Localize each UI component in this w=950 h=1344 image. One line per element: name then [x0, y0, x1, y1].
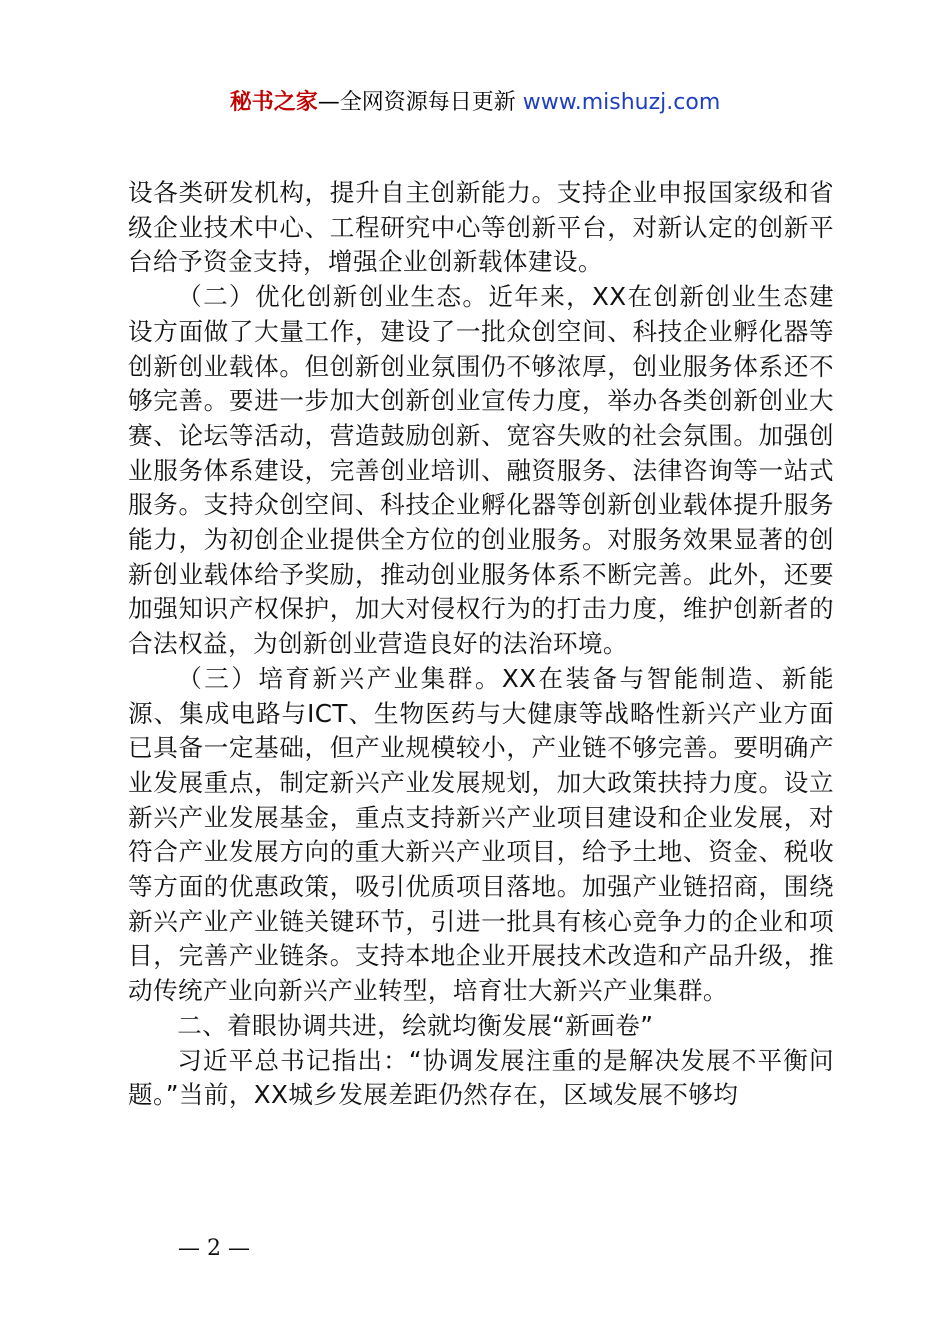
paragraph-quote: 习近平总书记指出：“协调发展注重的是解决发展不平衡问题。”当前，XX城乡发展差距仍然存在，区域发展不够均: [128, 1045, 834, 1110]
section-heading: 二、着眼协调共进，绘就均衡发展“新画卷”: [177, 1010, 654, 1040]
paragraph-section-2: （二）优化创新创业生态。近年来，XX在创新创业生态建设方面做了大量工作，建设了一批众创空间、科技企业孵化器等创新创业载体。但创新创业氛围仍不够浓厚，创业服务体系还不够完善。要进一步加大创新创业宣传力度，举办各类创新创业大赛、论坛等活动，营造鼓励创新、宽容失败的社会氛围。加强创业服务体系建设，完善创业培训、融资服务、法律咨询等一站式服务。支持众创空间、科技企业孵化器等创新创业载体提升服务能力，为初创企业提供全方位的创业服务。对服务效果显著的创新创业载体给予奖励，推动创业服务体系不断完善。此外，还要加强知识产权保护，加大对侵权行为的打击力度，维护创新者的合法权益，为创新创业营造良好的法治环境。: [128, 282, 834, 659]
site-url-link[interactable]: www.mishuzj.com: [522, 90, 721, 115]
paragraph-section-3: （三）培育新兴产业集群。XX在装备与智能制造、新能源、集成电路与ICT、生物医药与大健康等战略性新兴产业方面已具备一定基础，但产业规模较小，产业链不够完善。要明确产业发展重点，制定新兴产业发展规划，加大政策扶持力度。设立新兴产业发展基金，重点支持新兴产业项目建设和企业发展，对符合产业发展方向的重大新兴产业项目，给予土地、资金、税收等方面的优惠政策，吸引优质项目落地。加强产业链招商，围绕新兴产业产业链关键环节，引进一批具有核心竞争力的企业和项目，完善产业链条。支持本地企业开展技术改造和产品升级，推动传统产业向新兴产业转型，培育壮大新兴产业集群。: [128, 663, 834, 1006]
page-number: — 2 —: [178, 1236, 250, 1261]
header-tagline: —全网资源每日更新: [317, 90, 523, 115]
paragraph-continued: 设各类研发机构，提升自主创新能力。支持企业申报国家级和省级企业技术中心、工程研究中心等创新平台，对新认定的创新平台给予资金支持，增强企业创新载体建设。: [128, 178, 834, 277]
site-header: [0, 88, 950, 118]
document-body: [128, 176, 834, 1113]
brand-name: 秘书之家: [229, 90, 318, 115]
